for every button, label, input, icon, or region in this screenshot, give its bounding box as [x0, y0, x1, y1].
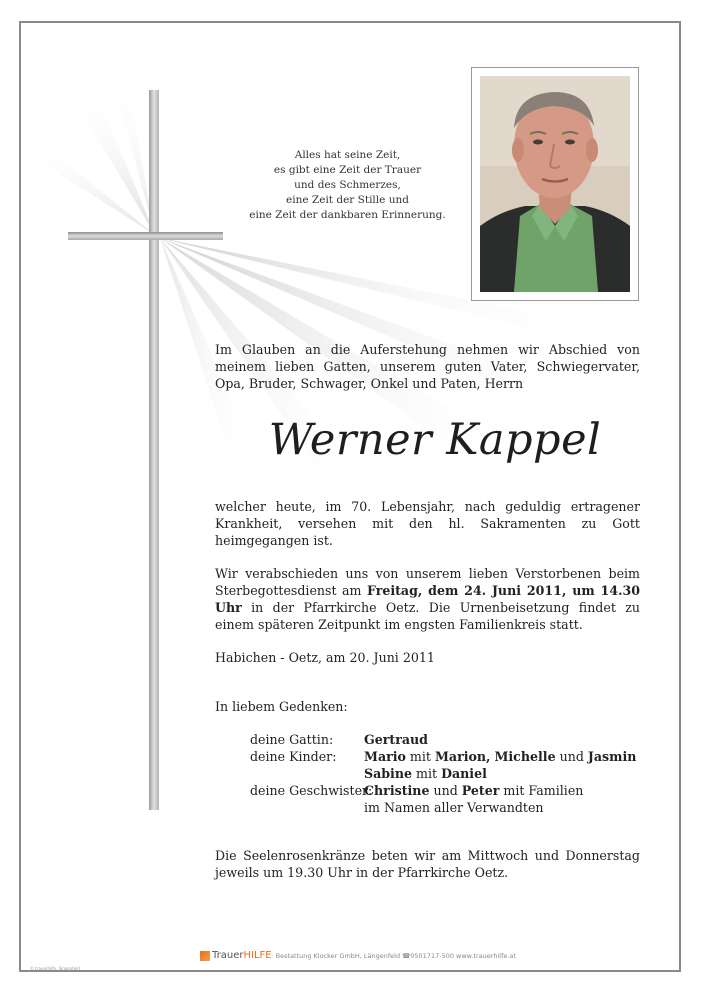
relation-label: deine Kinder:: [250, 749, 337, 764]
place-date: Habichen - Oetz, am 20. Juni 2011: [215, 650, 435, 665]
ray: [68, 88, 155, 235]
service-paragraph: [215, 565, 640, 633]
cross-vertical-beam: [149, 90, 159, 810]
trauerhilfe-logo-icon: [200, 951, 210, 961]
relation-value: im Namen aller Verwandten: [364, 800, 544, 815]
relation-value: Sabine mit Daniel: [364, 766, 487, 781]
footer-text: Bestattung Klocker GmbH, Längenfeld ☎0501717-500 www.trauerhilfe.at: [275, 951, 516, 960]
portrait-frame: [471, 67, 639, 301]
service-text-1: Wir verabschieden uns von unserem lieben Verstorbenen beim Sterbegottesdienst am: [215, 566, 640, 598]
intro-paragraph: Im Glauben an die Auferstehung nehmen wir Abschied von meinem lieben Gatten, unserem guten Vater, Schwiegervater, Opa, Bruder, Schwager, Onkel und Paten, Herrn: [215, 342, 640, 391]
quote-line: Alles hat seine Zeit,: [294, 149, 401, 161]
rosary-paragraph: Die Seelenrosenkränze beten wir am Mittwoch und Donnerstag jeweils um 19.30 Uhr in der Pfarrkirche Oetz.: [215, 848, 640, 880]
portrait-photo: [480, 76, 630, 292]
relation-label: deine Geschwister:: [250, 783, 373, 798]
passing-paragraph: welcher heute, im 70. Lebensjahr, nach geduldig ertragener Krankheit, versehen mit den hl. Sakramenten zu Gott heimgegangen ist.: [215, 499, 640, 548]
memory-heading: In liebem Gedenken:: [215, 699, 348, 714]
quote-line: es gibt eine Zeit der Trauer: [273, 164, 422, 176]
quote-line: und des Schmerzes,: [294, 179, 401, 191]
service-date: Freitag, dem 24. Juni 2011, um 14.30 Uhr: [215, 583, 640, 615]
portrait-illustration: [480, 76, 630, 292]
footer: [200, 950, 516, 961]
quote-line: eine Zeit der Stille und: [286, 194, 409, 206]
deceased-name: Werner Kappel: [268, 415, 602, 465]
copyright: © trauerhilfe, längenfeld: [30, 966, 80, 971]
relation-value: Christine und Peter mit Familien: [364, 783, 584, 798]
relation-value: Gertraud: [364, 732, 428, 747]
quote-line: eine Zeit der dankbaren Erinnerung.: [249, 209, 446, 221]
quote-block: [245, 148, 450, 223]
relation-value: Mario mit Marion, Michelle und Jasmin: [364, 749, 637, 764]
relation-label: deine Gattin:: [250, 732, 334, 747]
footer-brand: TrauerHILFE: [212, 950, 272, 961]
service-text-2: in der Pfarrkirche Oetz. Die Urnenbeisetzung findet zu einem späteren Zeitpunkt im engsten Familienkreis statt.: [215, 600, 640, 632]
cross-horizontal-beam: [68, 232, 223, 240]
